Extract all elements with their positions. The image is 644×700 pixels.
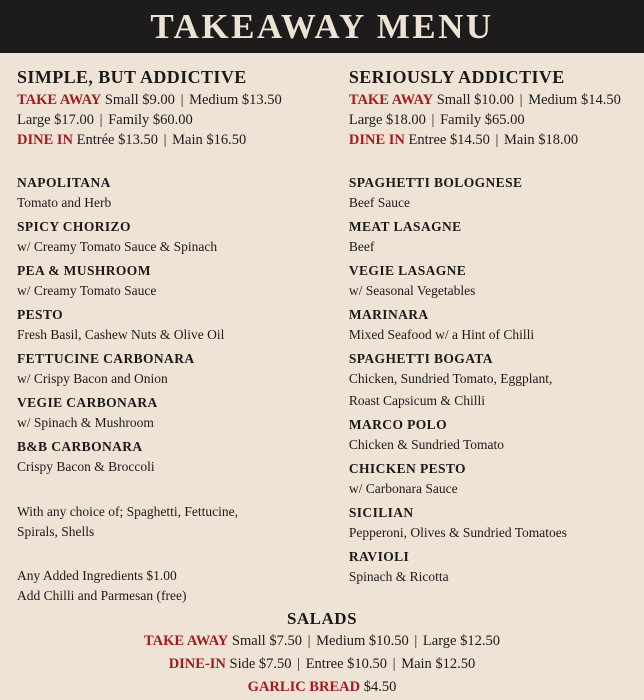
salads-section	[0, 608, 644, 699]
menu-columns	[0, 53, 644, 606]
take-away-prices: TAKE AWAY Small $9.00 | Medium $13.50	[17, 92, 282, 108]
menu-item-list	[17, 174, 330, 478]
menu-item: RAVIOLI Spinach & Ricotta	[348, 549, 449, 584]
menu-item: PESTO Fresh Basil, Cashew Nuts & Olive Oil	[17, 307, 225, 342]
extras-note: Any Added Ingredients $1.00 Add Chilli and Parmesan (free)	[17, 568, 187, 603]
menu-item: SPAGHETTI BOGATA Chicken, Sundried Tomato, Eggplant, Roast Capsicum & Chilli	[348, 351, 553, 408]
section-title: SIMPLE, BUT ADDICTIVE	[17, 67, 247, 87]
menu-item-list	[349, 174, 644, 588]
menu-item: VEGIE CARBONARA w/ Spinach & Mushroom	[17, 395, 158, 430]
dine-in-prices: DINE IN Entrée $13.50 | Main $16.50	[17, 132, 247, 148]
menu-item: NAPOLITANA Tomato and Herb	[17, 175, 112, 210]
menu-item: VEGIE LASAGNE w/ Seasonal Vegetables	[348, 263, 476, 298]
menu-item: SPICY CHORIZO w/ Creamy Tomato Sauce & Spinach	[17, 219, 218, 254]
menu-title: TAKEAWAY MENU	[150, 6, 494, 46]
dine-in-prices: DINE IN Entree $14.50 | Main $18.00	[348, 132, 579, 148]
take-away-prices-2: Large $17.00 | Family $60.00	[17, 112, 193, 128]
salads-title: SALADS	[286, 609, 358, 628]
menu-item: CHICKEN PESTO w/ Carbonara Sauce	[348, 461, 466, 496]
menu-item: B&B CARBONARA Crispy Bacon & Broccoli	[17, 439, 155, 474]
menu-item: MARCO POLO Chicken & Sundried Tomato	[348, 417, 505, 452]
menu-item: MEAT LASAGNE Beef	[348, 219, 462, 254]
pasta-choice-note: With any choice of; Spaghetti, Fettucine, Spirals, Shells	[17, 504, 239, 539]
take-away-prices-2: Large $18.00 | Family $65.00	[348, 112, 525, 128]
section-title: SERIOUSLY ADDICTIVE	[348, 67, 565, 87]
salads-dine-in-prices: DINE-IN Side $7.50 | Entree $10.50 | Main $12.50	[168, 656, 476, 672]
salads-take-away-prices: TAKE AWAY Small $7.50 | Medium $10.50 | Large $12.50	[144, 633, 500, 649]
menu-banner	[0, 0, 644, 53]
right-column	[330, 53, 644, 606]
menu-item: PEA & MUSHROOM w/ Creamy Tomato Sauce	[17, 263, 157, 298]
left-column	[0, 53, 330, 606]
menu-item: SICILIAN Pepperoni, Olives & Sundried Tomatoes	[348, 505, 568, 540]
menu-item: FETTUCINE CARBONARA w/ Crispy Bacon and Onion	[17, 351, 195, 386]
menu-item: SPAGHETTI BOLOGNESE Beef Sauce	[348, 175, 523, 210]
take-away-prices: TAKE AWAY Small $10.00 | Medium $14.50	[348, 92, 621, 108]
menu-item: MARINARA Mixed Seafood w/ a Hint of Chilli	[348, 307, 535, 342]
garlic-bread-price: GARLIC BREAD $4.50	[247, 679, 397, 695]
